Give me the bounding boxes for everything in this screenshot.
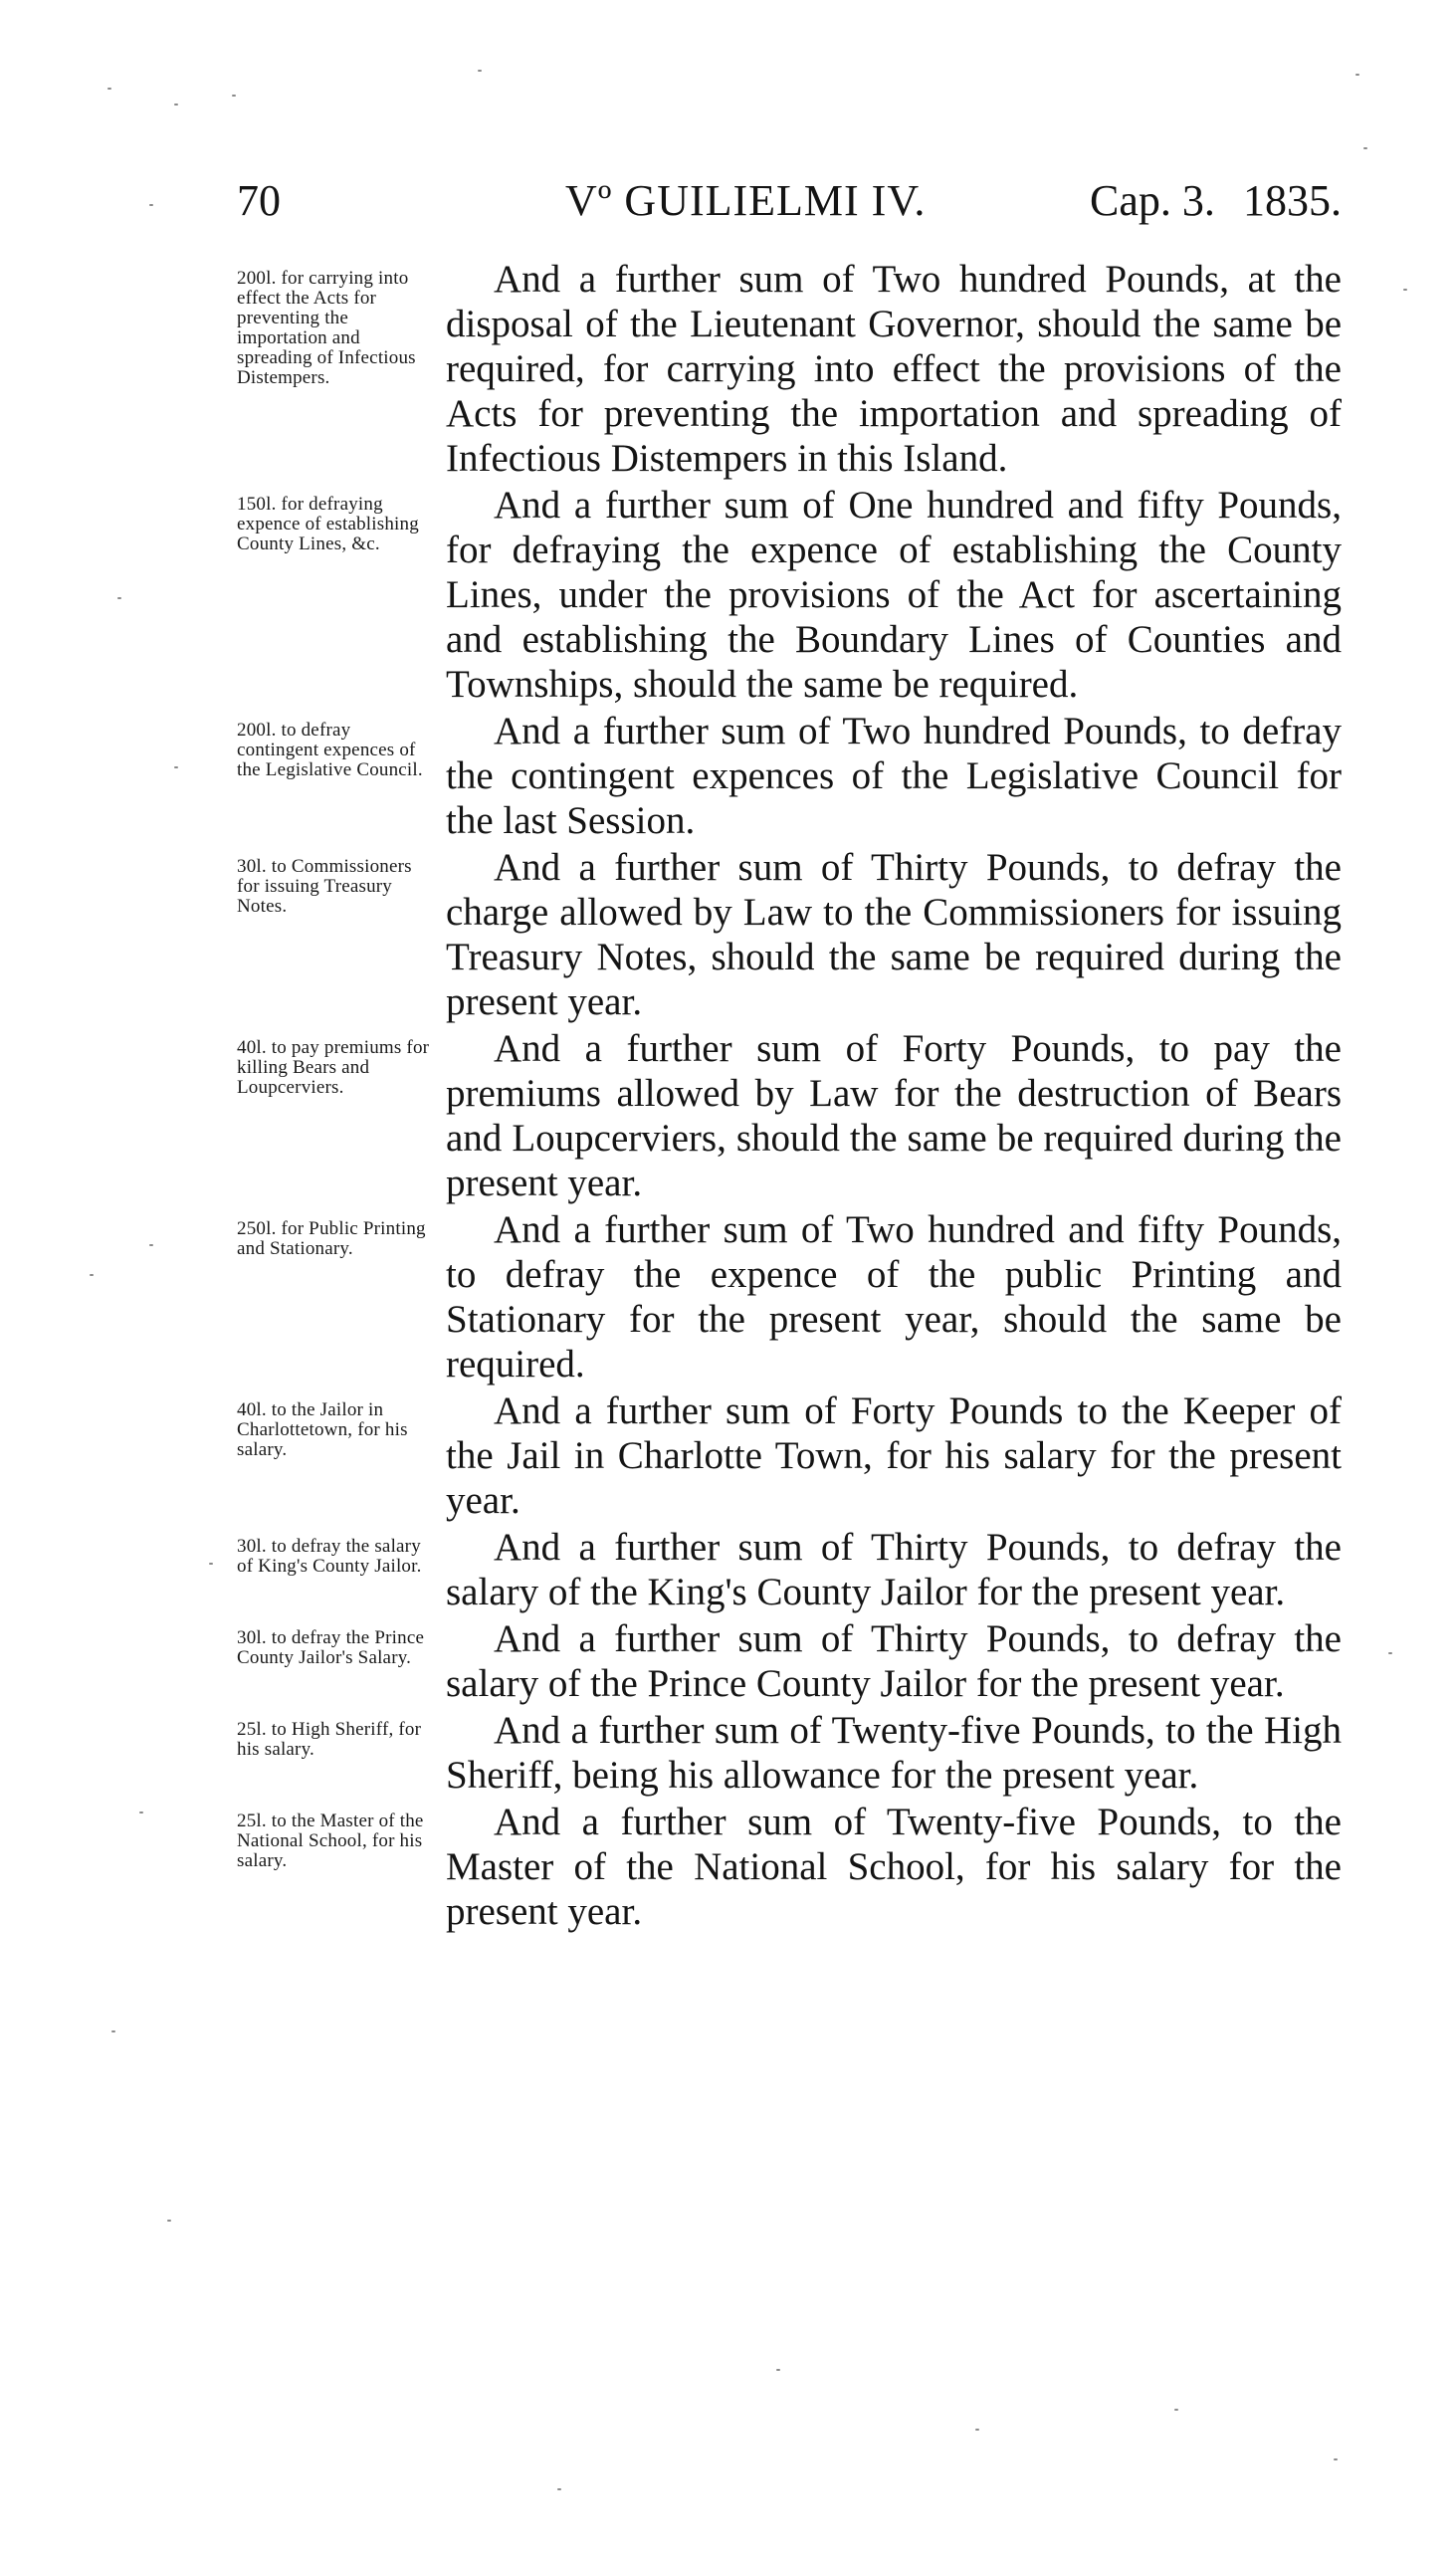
- entry-high-sheriff: [237, 1708, 1342, 1798]
- entry-charlottetown-jailor: [237, 1388, 1342, 1523]
- appropriation-entries: [237, 257, 1342, 1934]
- entry-text: And a further sum of Two hundred Pounds, at the disposal of the Lieutenant Governor, should the same be required, for carrying into effect the provisions of the Acts for preventing the importation and spreading of Infectious Distempers in this Island.: [446, 258, 1342, 480]
- reign-title: Vº GUILIELMI IV.: [565, 176, 927, 225]
- entry-text: And a further sum of Thirty Pounds, to defray the salary of the Prince County Jailor for the present year.: [446, 1617, 1342, 1705]
- entry-text: And a further sum of Two hundred Pounds, to defray the contingent expences of the Legislative Council for the last Session.: [446, 710, 1342, 842]
- margin-note: 25l. to High Sheriff, for his salary.: [237, 1719, 422, 1760]
- entry-text: And a further sum of Thirty Pounds, to defray the charge allowed by Law to the Commissioners for issuing Treasury Notes, should the same be required during the present year.: [446, 846, 1342, 1023]
- entry-infectious-distempers: [237, 257, 1342, 481]
- entry-legislative-council: [237, 709, 1342, 843]
- margin-note: 25l. to the Master of the National School, for his salary.: [237, 1811, 424, 1871]
- entry-treasury-notes: [237, 845, 1342, 1024]
- entry-prince-county-jailor: [237, 1616, 1342, 1706]
- entry-text: And a further sum of Forty Pounds, to pay the premiums allowed by Law for the destruction of Bears and Loupcerviers, should the same be required during the present year.: [446, 1027, 1342, 1204]
- entry-text: And a further sum of Two hundred and fifty Pounds, to defray the expence of the public Printing and Stationary for the present year, should the same be required.: [446, 1208, 1342, 1386]
- entry-national-school: [237, 1800, 1342, 1934]
- entry-public-printing: [237, 1207, 1342, 1386]
- margin-note: 250l. for Public Printing and Stationary.: [237, 1218, 426, 1259]
- margin-note: 30l. to defray the Prince County Jailor's Salary.: [237, 1627, 425, 1668]
- margin-note: 30l. to Commissioners for issuing Treasury Notes.: [237, 856, 412, 917]
- margin-note: 40l. to pay premiums for killing Bears and Loupcerviers.: [237, 1037, 430, 1098]
- margin-note: 30l. to defray the salary of King's County Jailor.: [237, 1536, 422, 1577]
- margin-note: 200l. for carrying into effect the Acts for preventing the importation and spreading of Infectious Distempers.: [237, 268, 416, 388]
- margin-note: 150l. for defraying expence of establishing County Lines, &c.: [237, 494, 419, 554]
- entry-text: And a further sum of One hundred and fifty Pounds, for defraying the expence of establishing the County Lines, under the provisions of the Act for ascertaining and establishing the Boundary Lines of Counties and Townships, should the same be required.: [446, 484, 1342, 706]
- entry-kings-county-jailor: [237, 1525, 1342, 1614]
- entry-text: And a further sum of Twenty-five Pounds, to the High Sheriff, being his allowance for the present year.: [446, 1709, 1342, 1797]
- margin-note: 40l. to the Jailor in Charlottetown, for his salary.: [237, 1399, 408, 1460]
- entry-text: And a further sum of Twenty-five Pounds, to the Master of the National School, for his salary for the present year.: [446, 1801, 1342, 1933]
- running-head: [237, 171, 1342, 231]
- entry-text: And a further sum of Thirty Pounds, to defray the salary of the King's County Jailor for the present year.: [446, 1526, 1342, 1613]
- margin-note: 200l. to defray contingent expences of the Legislative Council.: [237, 720, 423, 780]
- page-number: 70: [237, 176, 281, 225]
- entry-bears-loupcerviers: [237, 1026, 1342, 1205]
- entry-text: And a further sum of Forty Pounds to the Keeper of the Jail in Charlotte Town, for his salary for the present year.: [446, 1389, 1342, 1522]
- entry-county-lines: [237, 483, 1342, 707]
- page-year: 1835.: [1243, 176, 1342, 225]
- chapter-number: Cap. 3.: [1090, 176, 1215, 225]
